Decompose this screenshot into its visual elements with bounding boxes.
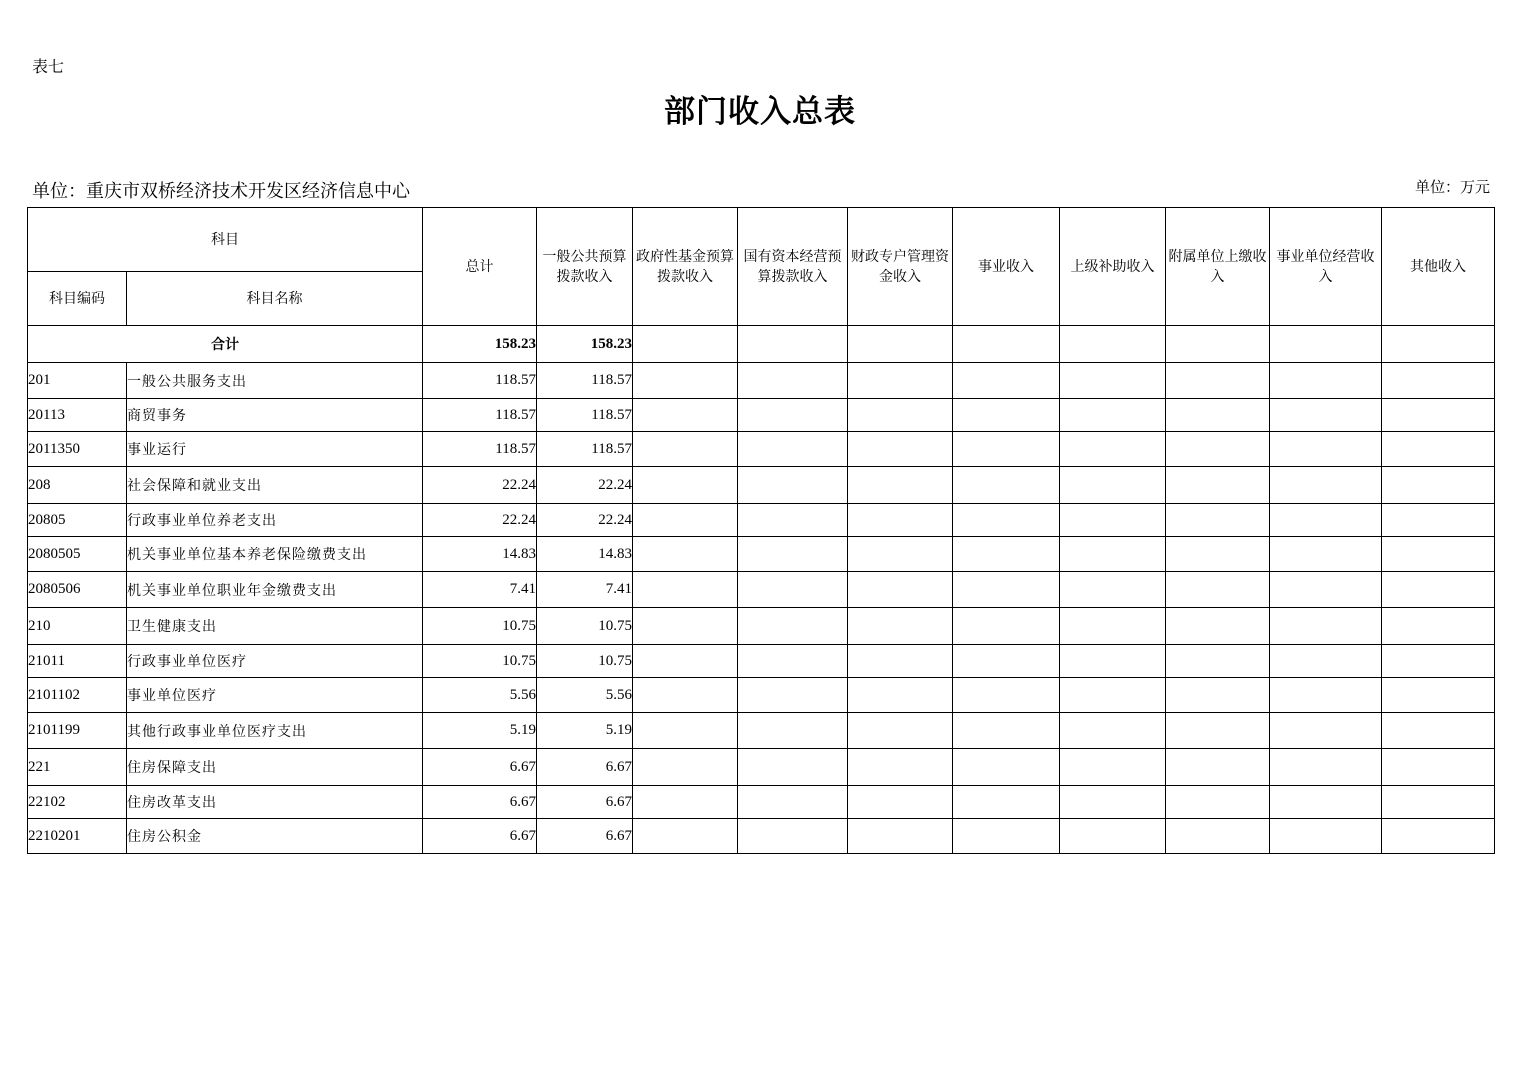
subject-code-cell: 2080505: [28, 537, 127, 572]
amount-cell: [1060, 819, 1166, 854]
amount-cell: 5.56: [537, 678, 633, 713]
column-header-general-budget: 一般公共预算拨款收入: [537, 208, 633, 326]
amount-cell: [848, 678, 953, 713]
amount-cell: 118.57: [537, 432, 633, 467]
subject-code-cell: 22102: [28, 786, 127, 819]
subject-code-cell: 20805: [28, 504, 127, 537]
total-cell: [1166, 326, 1270, 363]
amount-cell: [1270, 608, 1382, 645]
amount-cell: [1060, 399, 1166, 432]
amount-cell: [848, 467, 953, 504]
amount-cell: 6.67: [423, 749, 537, 786]
amount-cell: [1382, 363, 1495, 399]
revenue-summary-table: [27, 207, 1495, 854]
amount-cell: [848, 749, 953, 786]
column-header-gov-fund: 政府性基金预算拨款收入: [633, 208, 738, 326]
amount-cell: [953, 749, 1060, 786]
total-label: 合计: [28, 326, 423, 363]
amount-cell: 118.57: [423, 432, 537, 467]
amount-cell: [1166, 363, 1270, 399]
amount-cell: [953, 537, 1060, 572]
table-row: [28, 537, 1495, 572]
amount-cell: [953, 363, 1060, 399]
amount-cell: [1060, 749, 1166, 786]
amount-cell: 10.75: [423, 608, 537, 645]
subject-name-cell: 商贸事务: [127, 399, 423, 432]
subject-name-cell: 机关事业单位职业年金缴费支出: [127, 572, 423, 608]
amount-cell: [1382, 678, 1495, 713]
amount-cell: [633, 537, 738, 572]
amount-cell: [1166, 786, 1270, 819]
amount-cell: [953, 467, 1060, 504]
amount-cell: [953, 572, 1060, 608]
subject-name-cell: 住房改革支出: [127, 786, 423, 819]
amount-cell: [738, 749, 848, 786]
amount-cell: 118.57: [423, 399, 537, 432]
amount-cell: [1270, 645, 1382, 678]
column-header-other-income: 其他收入: [1382, 208, 1495, 326]
table-row: [28, 819, 1495, 854]
subject-name-cell: 行政事业单位医疗: [127, 645, 423, 678]
amount-cell: [1382, 467, 1495, 504]
total-cell: [1060, 326, 1166, 363]
amount-cell: [1166, 467, 1270, 504]
table-body: [28, 326, 1495, 854]
amount-cell: [1060, 713, 1166, 749]
amount-cell: [953, 819, 1060, 854]
amount-cell: [1270, 432, 1382, 467]
amount-cell: [1166, 572, 1270, 608]
amount-cell: [848, 713, 953, 749]
amount-cell: [738, 713, 848, 749]
amount-cell: [1382, 572, 1495, 608]
amount-cell: 118.57: [537, 399, 633, 432]
amount-cell: [1060, 678, 1166, 713]
subject-code-cell: 2011350: [28, 432, 127, 467]
amount-cell: 22.24: [537, 467, 633, 504]
amount-cell: [633, 749, 738, 786]
amount-cell: 5.19: [423, 713, 537, 749]
amount-cell: [848, 572, 953, 608]
table-row: [28, 786, 1495, 819]
total-cell: [848, 326, 953, 363]
column-header-state-capital: 国有资本经营预算拨款收入: [738, 208, 848, 326]
amount-cell: [1060, 504, 1166, 537]
subject-code-cell: 2101199: [28, 713, 127, 749]
amount-cell: [738, 608, 848, 645]
amount-cell: [738, 363, 848, 399]
amount-cell: [1382, 713, 1495, 749]
amount-cell: [1270, 819, 1382, 854]
subject-name-cell: 社会保障和就业支出: [127, 467, 423, 504]
amount-cell: [953, 786, 1060, 819]
amount-cell: [1270, 537, 1382, 572]
amount-cell: [633, 572, 738, 608]
amount-cell: [848, 608, 953, 645]
amount-cell: 14.83: [537, 537, 633, 572]
table-row: [28, 467, 1495, 504]
amount-cell: [1166, 432, 1270, 467]
amount-cell: [738, 819, 848, 854]
amount-cell: [633, 432, 738, 467]
subject-code-cell: 2080506: [28, 572, 127, 608]
subject-code-cell: 2101102: [28, 678, 127, 713]
subject-name-cell: 住房公积金: [127, 819, 423, 854]
amount-cell: 6.67: [537, 749, 633, 786]
amount-cell: [1270, 363, 1382, 399]
subject-name-cell: 卫生健康支出: [127, 608, 423, 645]
amount-cell: [1382, 399, 1495, 432]
amount-cell: [1382, 432, 1495, 467]
subject-name-cell: 行政事业单位养老支出: [127, 504, 423, 537]
subject-code-cell: 210: [28, 608, 127, 645]
amount-cell: [1060, 432, 1166, 467]
total-cell: [953, 326, 1060, 363]
amount-cell: [953, 713, 1060, 749]
amount-cell: [1166, 504, 1270, 537]
amount-cell: 5.19: [537, 713, 633, 749]
subject-name-cell: 事业运行: [127, 432, 423, 467]
subject-name-cell: 其他行政事业单位医疗支出: [127, 713, 423, 749]
subject-name-cell: 一般公共服务支出: [127, 363, 423, 399]
amount-cell: [633, 608, 738, 645]
amount-cell: 118.57: [423, 363, 537, 399]
amount-cell: [848, 399, 953, 432]
total-cell: [1382, 326, 1495, 363]
amount-cell: [1166, 749, 1270, 786]
amount-cell: [1382, 504, 1495, 537]
amount-cell: 5.56: [423, 678, 537, 713]
subject-name-cell: 机关事业单位基本养老保险缴费支出: [127, 537, 423, 572]
amount-cell: 22.24: [537, 504, 633, 537]
table-row: [28, 432, 1495, 467]
amount-cell: [1270, 467, 1382, 504]
amount-cell: [738, 678, 848, 713]
table-row: [28, 363, 1495, 399]
amount-cell: [848, 537, 953, 572]
amount-cell: [738, 537, 848, 572]
subject-name-cell: 事业单位医疗: [127, 678, 423, 713]
amount-cell: [633, 678, 738, 713]
amount-cell: [738, 645, 848, 678]
table-row: [28, 645, 1495, 678]
total-cell: [633, 326, 738, 363]
amount-cell: [1270, 572, 1382, 608]
amount-cell: [738, 572, 848, 608]
amount-cell: [1382, 749, 1495, 786]
amount-cell: [1166, 713, 1270, 749]
amount-cell: [1166, 678, 1270, 713]
table-number-label: 表七: [32, 57, 65, 76]
amount-cell: [1060, 786, 1166, 819]
column-header-superior-subsidy: 上级补助收入: [1060, 208, 1166, 326]
amount-cell: [738, 504, 848, 537]
table-row: [28, 504, 1495, 537]
total-row: [28, 326, 1495, 363]
amount-cell: [1166, 645, 1270, 678]
subject-name-header: 科目名称: [127, 272, 423, 326]
amount-cell: [1060, 572, 1166, 608]
amount-cell: [1270, 399, 1382, 432]
amount-cell: [738, 467, 848, 504]
table-row: [28, 678, 1495, 713]
subject-code-cell: 201: [28, 363, 127, 399]
amount-cell: 14.83: [423, 537, 537, 572]
currency-unit-label: 单位：万元: [1414, 178, 1490, 196]
total-cell: [738, 326, 848, 363]
amount-cell: 6.67: [423, 786, 537, 819]
column-header-affiliate-remittance: 附属单位上缴收入: [1166, 208, 1270, 326]
amount-cell: [1270, 786, 1382, 819]
amount-cell: [1382, 645, 1495, 678]
total-cell: [1270, 326, 1382, 363]
amount-cell: [1382, 608, 1495, 645]
amount-cell: [1166, 608, 1270, 645]
amount-cell: [1382, 786, 1495, 819]
amount-cell: [633, 645, 738, 678]
amount-cell: [633, 399, 738, 432]
table-row: [28, 608, 1495, 645]
page-title: 部门收入总表: [664, 94, 856, 130]
subject-code-cell: 208: [28, 467, 127, 504]
header-row-1: [28, 208, 1495, 272]
amount-cell: [633, 786, 738, 819]
amount-cell: [1270, 504, 1382, 537]
amount-cell: [1166, 399, 1270, 432]
subject-code-cell: 20113: [28, 399, 127, 432]
subject-code-cell: 2210201: [28, 819, 127, 854]
amount-cell: [633, 363, 738, 399]
amount-cell: [633, 504, 738, 537]
subject-name-cell: 住房保障支出: [127, 749, 423, 786]
amount-cell: [848, 432, 953, 467]
amount-cell: 10.75: [423, 645, 537, 678]
amount-cell: [1060, 537, 1166, 572]
column-header-special-account: 财政专户管理资金收入: [848, 208, 953, 326]
amount-cell: [1060, 645, 1166, 678]
amount-cell: [1060, 363, 1166, 399]
amount-cell: 6.67: [423, 819, 537, 854]
amount-cell: [1060, 467, 1166, 504]
amount-cell: [848, 363, 953, 399]
subject-code-cell: 221: [28, 749, 127, 786]
table-row: [28, 713, 1495, 749]
amount-cell: 10.75: [537, 608, 633, 645]
amount-cell: 7.41: [537, 572, 633, 608]
table-row: [28, 572, 1495, 608]
amount-cell: [953, 399, 1060, 432]
amount-cell: [848, 786, 953, 819]
amount-cell: 7.41: [423, 572, 537, 608]
amount-cell: [738, 432, 848, 467]
amount-cell: [953, 645, 1060, 678]
amount-cell: [633, 713, 738, 749]
amount-cell: [633, 819, 738, 854]
amount-cell: 6.67: [537, 786, 633, 819]
amount-cell: [953, 432, 1060, 467]
amount-cell: 6.67: [537, 819, 633, 854]
total-cell: 158.23: [537, 326, 633, 363]
amount-cell: [848, 645, 953, 678]
column-header-business-income: 事业收入: [953, 208, 1060, 326]
organization-unit-label: 单位：重庆市双桥经济技术开发区经济信息中心: [32, 181, 410, 202]
amount-cell: 22.24: [423, 467, 537, 504]
amount-cell: [1166, 537, 1270, 572]
amount-cell: [1382, 819, 1495, 854]
table-row: [28, 749, 1495, 786]
subject-code-cell: 21011: [28, 645, 127, 678]
amount-cell: 22.24: [423, 504, 537, 537]
amount-cell: [953, 504, 1060, 537]
total-cell: 158.23: [423, 326, 537, 363]
amount-cell: [1060, 608, 1166, 645]
amount-cell: [953, 608, 1060, 645]
column-header-total: 总计: [423, 208, 537, 326]
amount-cell: [1270, 749, 1382, 786]
amount-cell: [633, 467, 738, 504]
table-row: [28, 399, 1495, 432]
amount-cell: [738, 399, 848, 432]
amount-cell: 10.75: [537, 645, 633, 678]
amount-cell: [738, 786, 848, 819]
amount-cell: [953, 678, 1060, 713]
amount-cell: [1382, 537, 1495, 572]
amount-cell: [848, 819, 953, 854]
subject-group-header: 科目: [28, 208, 423, 272]
column-header-operating-income: 事业单位经营收入: [1270, 208, 1382, 326]
amount-cell: [1270, 713, 1382, 749]
amount-cell: [1166, 819, 1270, 854]
amount-cell: 118.57: [537, 363, 633, 399]
amount-cell: [848, 504, 953, 537]
amount-cell: [1270, 678, 1382, 713]
subject-code-header: 科目编码: [28, 272, 127, 326]
